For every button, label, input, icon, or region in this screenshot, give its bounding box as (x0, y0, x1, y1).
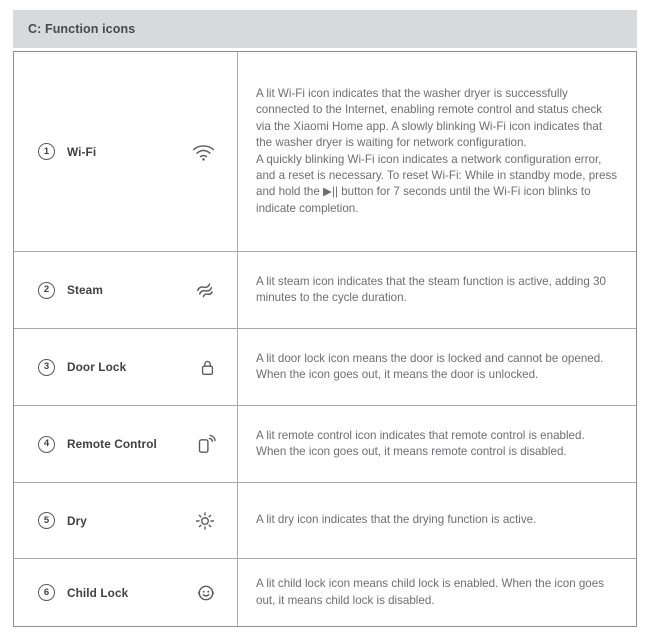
dry-cell-left (14, 483, 238, 558)
remote-control-description-cell (238, 406, 636, 482)
child-lock-icon (196, 583, 216, 603)
remote-control-id-group (38, 436, 157, 453)
door-lock-label: Door Lock (67, 360, 127, 374)
door-lock-id-group (38, 359, 126, 376)
table-row-wifi (14, 52, 636, 252)
child-lock-description-cell (238, 559, 636, 626)
remote-control-label: Remote Control (67, 437, 157, 451)
dry-id-group (38, 512, 87, 529)
child-lock-id-group (38, 584, 128, 601)
dry-icon (194, 510, 216, 532)
circled-number-5 (38, 512, 55, 529)
wifi-description-cell (238, 52, 636, 251)
wifi-icon (191, 141, 216, 162)
door-lock-cell-left (14, 329, 238, 405)
number-text: 4 (43, 438, 50, 450)
child-lock-label: Child Lock (67, 585, 129, 600)
number-text: 5 (43, 514, 50, 526)
wifi-label: Wi-Fi (67, 144, 97, 159)
door-lock-description-paragraph: A lit door lock icon means the door is locked and cannot be opened. When the icon goes out, it means the door is unlocked. (256, 351, 604, 381)
number-text: 3 (43, 361, 50, 373)
dry-description-cell (238, 483, 636, 558)
remote-control-description-paragraph: A lit remote control icon indicates that remote control is enabled. When the icon goes out, it means remote control is disabled. (256, 428, 585, 458)
circled-number-4 (38, 436, 55, 453)
steam-icon (195, 280, 216, 301)
function-icons-table (13, 51, 637, 627)
section-title: C: Function icons (28, 22, 136, 36)
circled-number-6 (38, 584, 55, 601)
child-lock-description-paragraph: A lit child lock icon means child lock is enabled. When the icon goes out, it means child lock is disabled. (256, 577, 604, 607)
number-text: 2 (43, 284, 50, 296)
door-lock-icon (199, 358, 216, 377)
circled-number-2 (38, 282, 55, 299)
steam-label: Steam (67, 283, 103, 297)
wifi-description-paragraph-2: A quickly blinking Wi-Fi icon indicates a network configuration error, and a reset is necessary. To reset Wi-Fi: While in standby mode, press and hold the ▶|| button for 7 seconds until the Wi-Fi icon blinks to indicate completion. (256, 152, 618, 215)
door-lock-description-cell (238, 329, 636, 405)
child-lock-cell-left (14, 559, 238, 626)
circled-number-3 (38, 359, 55, 376)
number-text: 1 (43, 145, 50, 157)
remote-control-cell-left (14, 406, 238, 482)
steam-description-cell (238, 252, 636, 328)
wifi-description-paragraph-1: A lit Wi-Fi icon indicates that the washer dryer is successfully connected to the Internet, enabling remote control and status check via the Xiaomi Home app. A slowly blinking Wi-Fi icon indicates that the washer dryer is waiting for network configuration. (256, 86, 603, 150)
section-header (13, 10, 637, 48)
number-text: 6 (43, 586, 50, 598)
dry-description-paragraph: A lit dry icon indicates that the drying function is active. (256, 513, 537, 527)
remote-control-icon (196, 433, 216, 455)
steam-id-group (38, 282, 103, 299)
steam-cell-left (14, 252, 238, 328)
table-row-remote-control (14, 406, 636, 483)
table-row-child-lock (14, 559, 636, 626)
circled-number-1 (38, 143, 55, 160)
table-row-dry (14, 483, 636, 559)
steam-description-paragraph: A lit steam icon indicates that the steam function is active, adding 30 minutes to the cycle duration. (256, 274, 606, 304)
dry-label: Dry (67, 513, 87, 528)
table-row-steam (14, 252, 636, 329)
wifi-id-group (38, 143, 96, 160)
table-row-door-lock (14, 329, 636, 406)
wifi-cell-left (14, 52, 238, 251)
